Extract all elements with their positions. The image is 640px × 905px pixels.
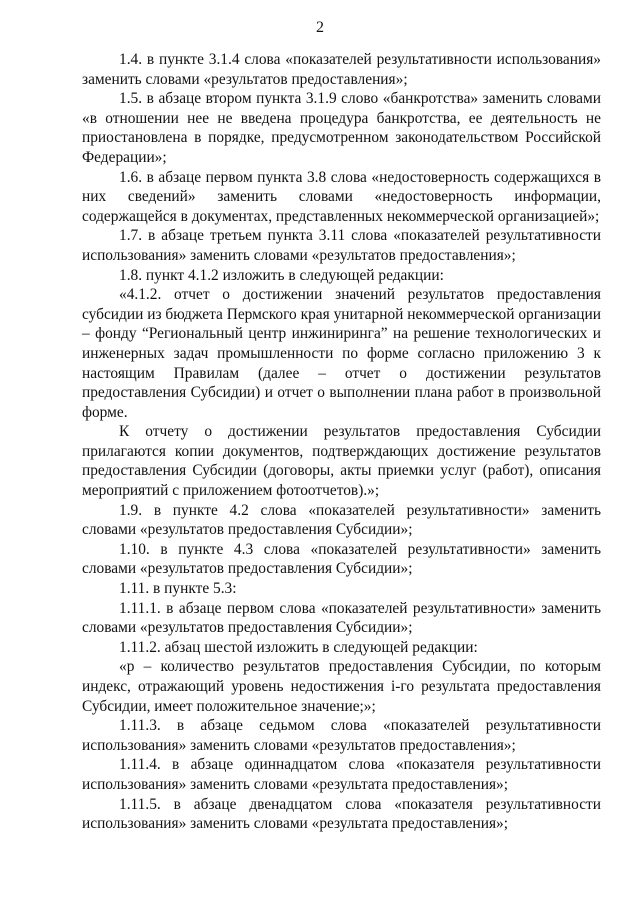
paragraph-1-6: 1.6. в абзаце первом пункта 3.8 слова «недостоверность содержащихся в них сведений» заменить словами «недостоверность информации, содержащейся в документах, представленных некоммерческой организацией»; <box>82 168 601 225</box>
paragraph-1-4: 1.4. в пункте 3.1.4 слова «показателей результативности использования» заменить словами «результатов предоставления»; <box>82 51 601 88</box>
paragraph-1-11-2: 1.11.2. абзац шестой изложить в следующей редакции: <box>119 638 478 656</box>
paragraph-1-11-3: 1.11.3. в абзаце седьмом слова «показателей результативности использования» заменить словами «результатов предоставления»; <box>82 717 601 754</box>
paragraph-formula-quote: «р – количество результатов предоставления Субсидии, по которым индекс, отражающий уровень недостижения i-го результата предоставления Субсидии, имеет положительное значение;»; <box>82 658 601 715</box>
paragraph-1-11: 1.11. в пункте 5.3: <box>119 580 237 598</box>
page-number: 2 <box>316 19 324 36</box>
document-body <box>82 50 601 834</box>
paragraph-1-11-1: 1.11.1. в абзаце первом слова «показателей результативности» заменить словами «результатов предоставления Субсидии»; <box>82 599 601 637</box>
paragraph-1-11-5: 1.11.5. в абзаце двенадцатом слова «показателя результативности использования» заменить словами «результата предоставления»; <box>82 795 601 833</box>
paragraph-1-9: 1.9. в пункте 4.2 слова «показателей результативности» заменить словами «результатов предоставления Субсидии»; <box>82 501 601 539</box>
paragraph-report-attachments: К отчету о достижении результатов предоставления Субсидии прилагаются копии документов, подтверждающих достижение результатов предоставления Субсидии (договоры, акты приемки услуг (работ), описания мероприятий с приложением фотоотчетов).»; <box>82 423 601 500</box>
paragraph-1-11-4: 1.11.4. в абзаце одиннадцатом слова «показателя результативности использования» заменить словами «результата предоставления»; <box>82 756 601 793</box>
paragraph-1-8: 1.8. пункт 4.1.2 изложить в следующей редакции: <box>119 266 444 284</box>
paragraph-1-5: 1.5. в абзаце втором пункта 3.1.9 слово «банкротства» заменить словами «в отношении нее не введена процедура банкротства, ее деятельность не приостановлена в порядке, предусмотренном законодательством Российской Федерации»; <box>82 90 601 166</box>
paragraph-1-7: 1.7. в абзаце третьем пункта 3.11 слова «показателей результативности использования» заменить словами «результатов предоставления»; <box>82 227 601 264</box>
paragraph-1-10: 1.10. в пункте 4.3 слова «показателей результативности» заменить словами «результатов предоставления Субсидии»; <box>82 540 601 578</box>
paragraph-4-1-2-quote: «4.1.2. отчет о достижении значений результатов предоставления субсидии из бюджета Пермского края унитарной некоммерческой организации – фонду “Региональный центр инжиниринга” на решение технологических и инженерных задач промышленности по форме согласно приложению 3 к настоящим Правилам (далее – отчет о достижении результатов предоставления Субсидии) и отчет о выполнении плана работ в произвольной форме. <box>82 286 601 421</box>
